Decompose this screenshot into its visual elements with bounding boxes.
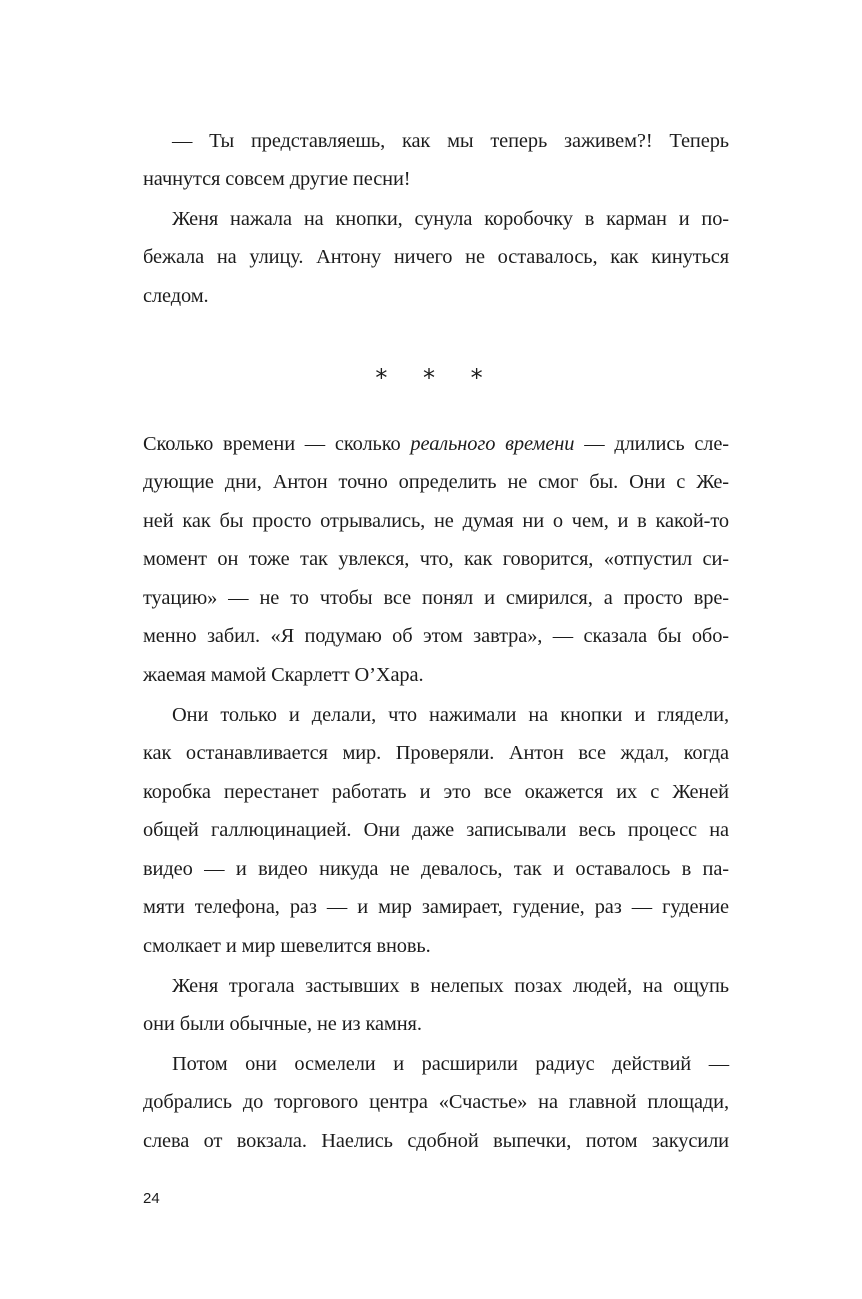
section-separator: * * *: [375, 364, 497, 392]
text-line: следом.: [143, 285, 209, 307]
text-line: видео — и видео никуда не девалось, так и оставалось в па-: [143, 858, 729, 880]
text-line: туацию» — не то чтобы все понял и смирился, а просто вре-: [143, 587, 729, 609]
text-line: Потом они осмелели и расширили радиус действий —: [172, 1053, 729, 1075]
text-line: добрались до торгового центра «Счастье» на главной площади,: [143, 1091, 729, 1113]
text-line: коробка перестанет работать и это все окажется их с Женей: [143, 781, 729, 803]
text-line: [143, 429, 729, 459]
text-line: дующие дни, Антон точно определить не смог бы. Они с Же-: [143, 471, 729, 493]
text-line: начнутся совсем другие песни!: [143, 168, 411, 190]
italic-phrase: реального времени: [410, 433, 575, 455]
text-line: ней как бы просто отрывались, не думая ни о чем, и в какой-то: [143, 510, 729, 532]
text-line: как останавливается мир. Проверяли. Антон все ждал, когда: [143, 742, 729, 764]
text-line: жаемая мамой Скарлетт О’Хара.: [143, 664, 424, 686]
text-line: общей галлюцинацией. Они даже записывали весь процесс на: [143, 819, 729, 841]
text-fragment: Сколько времени — сколько: [143, 433, 411, 455]
text-line: мяти телефона, раз — и мир замирает, гудение, раз — гудение: [143, 896, 729, 918]
text-line: смолкает и мир шевелится вновь.: [143, 935, 431, 957]
text-line: Женя нажала на кнопки, сунула коробочку в карман и по-: [172, 208, 729, 230]
text-line: — Ты представляешь, как мы теперь заживем?! Теперь: [172, 130, 729, 152]
text-line: слева от вокзала. Наелись сдобной выпечки, потом закусили: [143, 1130, 729, 1152]
text-line: Женя трогала застывших в нелепых позах людей, на ощупь: [172, 975, 729, 997]
text-line: момент он тоже так увлекся, что, как говорится, «отпустил си-: [143, 548, 729, 570]
text-line: бежала на улицу. Антону ничего не оставалось, как кинуться: [143, 246, 729, 268]
text-line: менно забил. «Я подумаю об этом завтра», — сказала бы обо-: [143, 625, 729, 647]
text-line: они были обычные, не из камня.: [143, 1013, 422, 1035]
text-fragment: — длились сле-: [574, 433, 729, 455]
text-line: Они только и делали, что нажимали на кнопки и глядели,: [172, 704, 729, 726]
page-number: 24: [143, 1190, 160, 1207]
